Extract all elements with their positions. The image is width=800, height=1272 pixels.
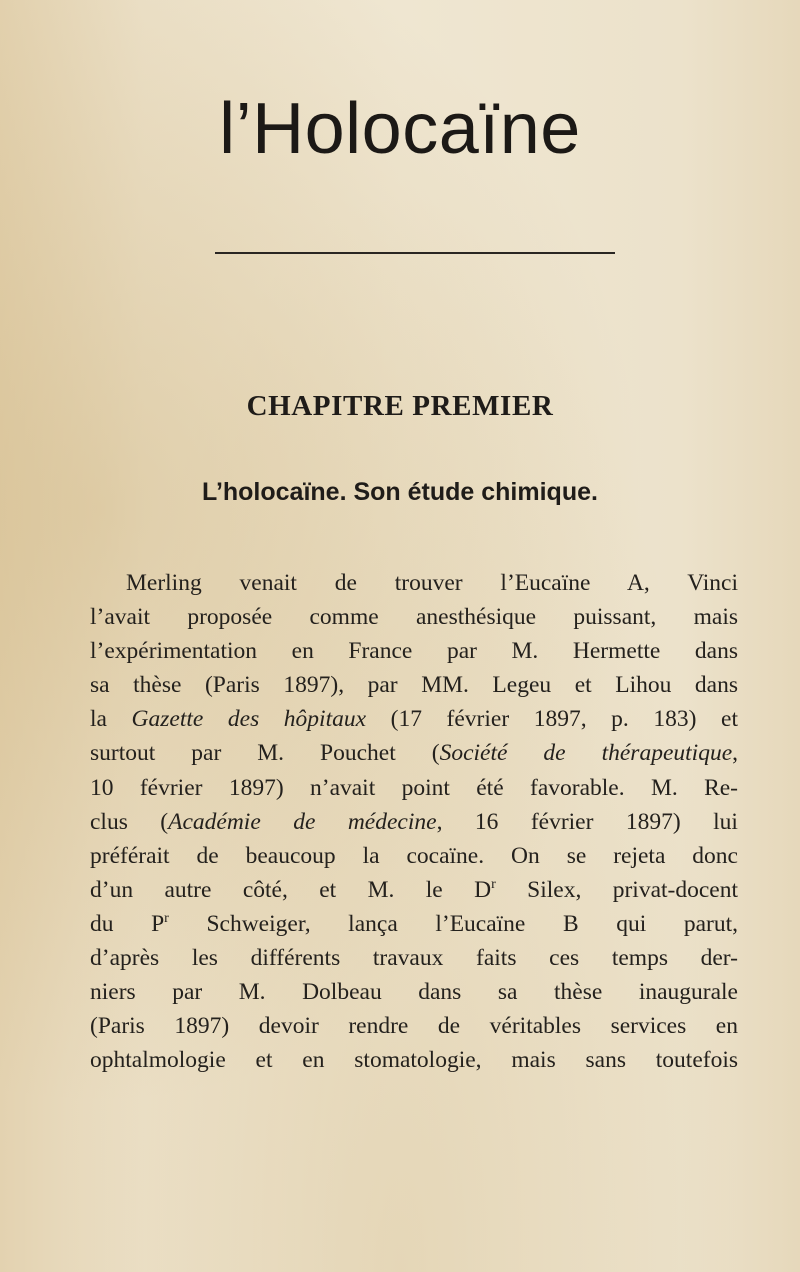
text-line bbox=[90, 1043, 738, 1077]
chapter-subtitle: L’holocaïne. Son étude chimique. bbox=[202, 478, 598, 506]
text-segment: préférait de beaucoup la cocaïne. On se rejeta donc bbox=[90, 842, 738, 869]
text-segment: d’un autre côté, et M. le D bbox=[90, 876, 492, 903]
text-segment: , bbox=[732, 740, 738, 767]
italic-citation: Société de thérapeutique bbox=[439, 740, 733, 767]
text-line bbox=[90, 668, 738, 702]
text-segment: la bbox=[90, 706, 132, 733]
title-divider bbox=[215, 252, 615, 254]
superscript: r bbox=[164, 910, 169, 927]
text-segment: Silex, privat-docent bbox=[495, 876, 739, 903]
text-line bbox=[90, 771, 738, 805]
text-line bbox=[90, 907, 738, 941]
text-segment: d’après les différents travaux faits ces temps der- bbox=[90, 945, 738, 972]
text-segment: surtout par M. Pouchet ( bbox=[90, 740, 440, 767]
text-segment: l’avait proposée comme anesthésique puissant, mais bbox=[90, 604, 738, 631]
text-segment: l’expérimentation en France par M. Hermette dans bbox=[90, 638, 738, 665]
text-segment: Schweiger, lança l’Eucaïne B qui parut, bbox=[168, 910, 738, 937]
text-line bbox=[90, 736, 738, 770]
text-line bbox=[90, 634, 738, 668]
body-paragraph bbox=[90, 566, 738, 1077]
text-segment: niers par M. Dolbeau dans sa thèse inaugurale bbox=[90, 979, 738, 1006]
text-segment: Merling venait de trouver l’Eucaïne A, Vinci bbox=[126, 570, 738, 596]
chapter-heading: CHAPITRE PREMIER bbox=[246, 390, 554, 422]
superscript: r bbox=[491, 876, 496, 893]
page-title: l’Holocaïne bbox=[219, 89, 581, 169]
text-segment: (Paris 1897) devoir rendre de véritables services en bbox=[90, 1013, 738, 1040]
text-line bbox=[90, 702, 738, 736]
text-segment: du P bbox=[90, 910, 165, 937]
text-segment: (17 février 1897, p. 183) et bbox=[366, 706, 738, 733]
text-line bbox=[90, 975, 738, 1009]
text-line bbox=[90, 566, 738, 600]
text-line bbox=[90, 1009, 738, 1043]
text-line bbox=[90, 600, 738, 634]
text-segment: clus ( bbox=[90, 808, 169, 835]
text-line bbox=[90, 941, 738, 975]
text-segment: 10 février 1897) n’avait point été favorable. M. Re- bbox=[90, 774, 738, 801]
text-segment: ophtalmologie et en stomatologie, mais sans toutefois bbox=[90, 1047, 738, 1074]
text-segment: sa thèse (Paris 1897), par MM. Legeu et Lihou dans bbox=[90, 672, 738, 699]
italic-citation: Gazette des hôpitaux bbox=[131, 706, 367, 733]
text-line bbox=[90, 805, 738, 839]
italic-citation: Académie de médecine bbox=[168, 808, 437, 835]
text-segment: , 16 février 1897) lui bbox=[436, 808, 738, 835]
text-line bbox=[90, 873, 738, 907]
text-line bbox=[90, 839, 738, 873]
